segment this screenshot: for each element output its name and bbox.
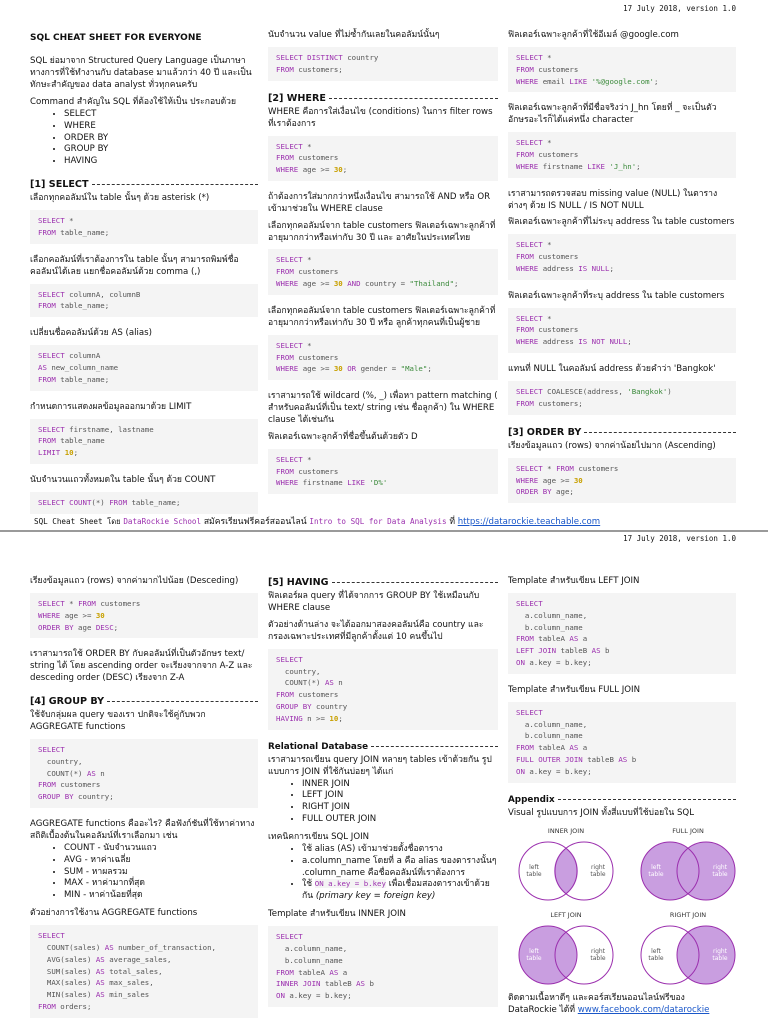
code-block: SELECT firstname, lastname FROM table_name LIMIT 10; bbox=[30, 419, 258, 465]
code-block: SELECT * FROM customers WHERE address IS NOT NULL; bbox=[508, 308, 736, 354]
code-block: SELECT COUNT(*) FROM table_name; bbox=[30, 492, 258, 514]
desc-coalesce: แทนที่ NULL ในคอลัมน์ address ด้วยคำว่า 'Bangkok' bbox=[508, 364, 716, 375]
list-item: • GROUP BY bbox=[64, 144, 258, 156]
desc-limit: กำหนดการแสดงผลข้อมูลออกมาด้วย LIMIT bbox=[30, 401, 192, 412]
code-block: SELECT * FROM customers WHERE age >= 30 ORDER BY age; bbox=[508, 458, 736, 504]
venn-row-bottom bbox=[508, 909, 736, 991]
appendix-heading: Appendix bbox=[508, 794, 736, 806]
code-block: SELECT * FROM customers WHERE age >= 30 AND country = "Thailand"; bbox=[268, 249, 498, 295]
column-2 bbox=[268, 576, 498, 1018]
desc-descending: เรียงข้อมูลแถว (rows) จากค่ามากไปน้อย (Desceding) bbox=[30, 576, 239, 586]
join-tip: • ใช้ ON a.key = b.key เพื่อเชื่อมสองตารางเข้าด้วยกัน (primary key = foreign key) bbox=[302, 879, 498, 903]
code-block: SELECT * FROM customers WHERE address IS NULL; bbox=[508, 234, 736, 280]
code-block: SELECT a.column_name, b.column_name FROM tableA AS a LEFT JOIN tableB AS b ON a.key = b.key; bbox=[508, 593, 736, 674]
appendix-desc: Visual รูปแบบการ JOIN ทั้งสี่แบบที่ใช้บ่อยใน SQL bbox=[508, 807, 694, 818]
join-types-list bbox=[268, 779, 498, 826]
page-title: SQL CHEAT SHEET FOR EVERYONE bbox=[30, 33, 202, 43]
aggregate-list bbox=[30, 843, 258, 902]
section-select-heading: [1] SELECT bbox=[30, 178, 258, 191]
desc-not-null: ฟิลเตอร์เฉพาะลูกค้าที่ระบุ address ใน table customers bbox=[508, 290, 725, 301]
venn-title-inner: INNER JOIN bbox=[547, 826, 585, 835]
desc-select-columns: เลือกคอลัมน์ที่เราต้องการใน table นั้นๆ สามารถพิมพ์ชื่อคอลัมน์ได้เลย แยกชื่อคอลัมน์ด้วย comma (,) bbox=[30, 254, 239, 277]
course-name: Intro to SQL for Data Analysis bbox=[309, 517, 447, 526]
aggregate-intro: AGGREGATE functions คืออะไร? คือฟังก์ชันที่ใช้หาค่าทางสถิติเบื้องต้นในคอลัมน์ที่เราเลือกมา เช่น bbox=[30, 819, 255, 841]
list-item: • INNER JOIN bbox=[302, 779, 498, 791]
desc-distinct: นับจำนวน value ที่ไม่ซ้ำกันเลยในคอลัมน์นั้นๆ bbox=[268, 30, 440, 40]
code-block: SELECT * FROM customers WHERE email LIKE '%@google.com'; bbox=[508, 47, 736, 93]
join-tip: • a.column_name โดยที่ a คือ alias ของตารางนั้นๆ .column_name คือชื่อคอลัมน์ที่เราต้องการ bbox=[302, 856, 498, 880]
svg-text:table: table bbox=[712, 870, 728, 878]
svg-text:table: table bbox=[648, 954, 664, 962]
where-intro: WHERE คือการใส่เงื่อนไข (conditions) ในการ filter rows ที่เราต้องการ bbox=[268, 106, 493, 129]
list-item: • LEFT JOIN bbox=[302, 790, 498, 802]
desc-like-d: ฟิลเตอร์เฉพาะลูกค้าที่ชื่อขึ้นต้นด้วยตัว D bbox=[268, 431, 418, 442]
intro-text: SQL ย่อมาจาก Structured Query Language เป็นภาษาทางการที่ใช้ทำงานกับ database มาแล้วกว่า 40 ปี และเป็นทักษะสำคัญของ data analyst ทั่วทุกคนครับ bbox=[30, 56, 252, 91]
list-item: • MAX - หาค่ามากที่สุด bbox=[64, 878, 258, 890]
code-block: SELECT * FROM table_name; bbox=[30, 210, 258, 244]
aggregate-example: ตัวอย่างการใช้งาน AGGREGATE functions bbox=[30, 908, 198, 919]
column-1 bbox=[30, 30, 258, 525]
svg-text:table: table bbox=[590, 954, 606, 962]
code-block: SELECT DISTINCT country FROM customers; bbox=[268, 47, 498, 81]
desc-wildcard: เราสามารถใช้ wildcard (%, _) เพื่อหา pattern matching ( สำหรับคอลัมน์ที่เป็น text/ string เช่น ชื่อลูกค้า) ใน WHERE clause ได้เช่นกัน bbox=[268, 391, 498, 425]
commands-intro: Command สำคัญใน SQL ที่ต้องใช้ให้เป็น ประกอบด้วย bbox=[30, 96, 237, 107]
cheat-sheet-page-2 bbox=[0, 536, 768, 1024]
date-version: 17 July 2018, version 1.0 bbox=[623, 534, 736, 543]
column-2 bbox=[268, 30, 498, 505]
course-link[interactable]: https://datarockie.teachable.com bbox=[457, 517, 601, 527]
venn-title-right: RIGHT JOIN bbox=[669, 910, 707, 919]
venn-right-label: right bbox=[590, 863, 606, 871]
desc-count: นับจำนวนแถวทั้งหมดใน table นั้นๆ ด้วย COUNT bbox=[30, 475, 216, 486]
relational-database-heading: Relational Database bbox=[268, 741, 498, 753]
svg-text:right: right bbox=[712, 947, 728, 955]
facebook-link[interactable]: www.facebook.com/datarockie bbox=[577, 1004, 710, 1015]
list-item: • SUM - หาผลรวม bbox=[64, 867, 258, 879]
desc-and-or: ถ้าต้องการใส่มากกว่าหนึ่งเงื่อนไข สามารถใช้ AND หรือ OR เข้ามาช่วยใน WHERE clause bbox=[268, 192, 491, 214]
section-having-heading: [5] HAVING bbox=[268, 576, 498, 589]
desc-or: เลือกทุกคอลัมน์จาก table customers ฟิลเตอร์เฉพาะลูกค้าที่อายุมากกว่าหรือเท่ากับ 30 ปี หรือ ลูกค้าทุกคนที่เป็นผู้ชาย bbox=[268, 306, 496, 328]
svg-text:left: left bbox=[651, 863, 661, 871]
column-3 bbox=[508, 576, 736, 1022]
svg-text:table: table bbox=[526, 954, 542, 962]
svg-text:table: table bbox=[648, 870, 664, 878]
join-tip: • ใช้ alias (AS) เข้ามาช่วยตั้งชื่อตาราง bbox=[302, 844, 498, 856]
list-item: • COUNT - นับจำนวนแถว bbox=[64, 843, 258, 855]
page-divider bbox=[0, 530, 768, 532]
left-join-template-title: Template สำหรับเขียน LEFT JOIN bbox=[508, 576, 640, 586]
list-item: • ORDER BY bbox=[64, 133, 258, 145]
code-block: SELECT COUNT(sales) AS number_of_transaction, AVG(sales) AS average_sales, SUM(sales) AS total_sales, MAX(sales) AS max_sales, MIN(sales) AS min_sales FROM orders; bbox=[30, 925, 258, 1018]
code-block: SELECT * FROM customers WHERE firstname LIKE 'J_hn'; bbox=[508, 132, 736, 178]
list-item: • FULL OUTER JOIN bbox=[302, 814, 498, 826]
commands-list bbox=[30, 109, 258, 168]
desc-and: เลือกทุกคอลัมน์จาก table customers ฟิลเตอร์เฉพาะลูกค้าที่อายุมากกว่าหรือเท่ากับ 30 ปี และ อาศัยในประเทศไทย bbox=[268, 220, 496, 243]
list-item: • SELECT bbox=[64, 109, 258, 121]
full-join-template-title: Template สำหรับเขียน FULL JOIN bbox=[508, 684, 641, 695]
desc-google: ฟิลเตอร์เฉพาะลูกค้าที่ใช้อีเมล์ @google.com bbox=[508, 30, 679, 40]
code-block: SELECT columnA, columnB FROM table_name; bbox=[30, 284, 258, 318]
list-item: • HAVING bbox=[64, 156, 258, 168]
list-item: • MIN - หาค่าน้อยที่สุด bbox=[64, 890, 258, 902]
venn-left-label: left bbox=[529, 863, 539, 871]
list-item: • RIGHT JOIN bbox=[302, 802, 498, 814]
venn-fill-inner bbox=[554, 847, 578, 894]
venn-right-label: table bbox=[590, 870, 606, 878]
code-block: SELECT a.column_name, b.column_name FROM tableA AS a INNER JOIN tableB AS b ON a.key = b.key; bbox=[268, 926, 498, 1007]
code-block: SELECT * FROM customers WHERE age >= 30 OR gender = "Male"; bbox=[268, 335, 498, 381]
svg-text:table: table bbox=[712, 954, 728, 962]
join-tips-title: เทคนิคการเขียน SQL JOIN bbox=[268, 832, 370, 843]
list-item: • WHERE bbox=[64, 121, 258, 133]
desc-jhn: ฟิลเตอร์เฉพาะลูกค้าที่มีชื่อจริงว่า J_hn โดยที่ _ จะเป็นตัวอักษรอะไรก็ได้แค่หนึ่ง character bbox=[508, 103, 717, 126]
desc-null: เราสามารถตรวจสอบ missing value (NULL) ในตารางต่างๆ ด้วย IS NULL / IS NOT NULL bbox=[508, 188, 718, 211]
code-block: SELECT country, COUNT(*) AS n FROM customers GROUP BY country; bbox=[30, 739, 258, 808]
code-block: SELECT COALESCE(address, 'Bangkok') FROM customers; bbox=[508, 381, 736, 415]
desc-order-text: เราสามารถใช้ ORDER BY กับคอลัมน์ที่เป็นตัวอักษร text/ string ได้ โดย ascending order จะเรียงจากจาก A-Z และ desceding order (DESC) เรียงจาก Z-A bbox=[30, 649, 253, 684]
group-by-intro: ใช้จับกลุ่มผล query ของเรา ปกติจะใช้คู่กับพวก AGGREGATE functions bbox=[30, 710, 206, 733]
having-intro: ฟิลเตอร์ผล query ที่ได้จากการ GROUP BY ใช้เหมือนกับ WHERE clause bbox=[268, 591, 480, 614]
venn-title-left: LEFT JOIN bbox=[550, 910, 582, 919]
code-block: SELECT * FROM customers WHERE age >= 30; bbox=[268, 136, 498, 182]
column-1 bbox=[30, 576, 258, 1029]
code-block: SELECT * FROM customers WHERE firstname LIKE 'D%' bbox=[268, 449, 498, 495]
code-block: SELECT a.column_name, b.column_name FROM tableA AS a FULL OUTER JOIN tableB AS b ON a.key = b.key; bbox=[508, 702, 736, 783]
contact-text: ติดตามเนื้อหาดีๆ และคอร์สเรียนออนไลน์ฟรีของ DataRockie ได้ที่ www.facebook.com/datarockie bbox=[508, 992, 710, 1015]
section-where-heading: [2] WHERE bbox=[268, 92, 498, 105]
column-3 bbox=[508, 30, 736, 514]
desc-select-all: เลือกทุกคอลัมน์ใน table นั้นๆ ด้วย asterisk (*) bbox=[30, 193, 210, 204]
having-example: ตัวอย่างด้านล่าง จะได้ออกมาสองคอลัมน์คือ country และกรองเฉพาะประเทศที่มีลูกค้าตั้งแต่ 10 คนขึ้นไป bbox=[268, 619, 484, 642]
svg-text:left: left bbox=[529, 947, 539, 955]
code-block: SELECT * FROM customers WHERE age >= 30 ORDER BY age DESC; bbox=[30, 593, 258, 639]
svg-text:right: right bbox=[590, 947, 606, 955]
venn-left-label: table bbox=[526, 870, 542, 878]
desc-ascending: เรียงข้อมูลแถว (rows) จากค่าน้อยไปมาก (Ascending) bbox=[508, 440, 716, 451]
list-item: • AVG - หาค่าเฉลี่ย bbox=[64, 855, 258, 867]
inner-join-template-title: Template สำหรับเขียน INNER JOIN bbox=[268, 909, 406, 920]
footer: SQL Cheat Sheet โดย DataRockie School สมัครเรียนฟรีคอร์สออนไลน์ Intro to SQL for Data Analysis ที่ https://datarockie.teachable.com bbox=[34, 517, 601, 527]
join-tips-list bbox=[268, 844, 498, 903]
code-block: SELECT country, COUNT(*) AS n FROM customers GROUP BY country HAVING n >= 10; bbox=[268, 649, 498, 730]
venn-row-top bbox=[508, 825, 736, 907]
section-group-by-heading: [4] GROUP BY bbox=[30, 695, 258, 708]
svg-text:left: left bbox=[651, 947, 661, 955]
desc-alias: เปลี่ยนชื่อคอลัมน์ด้วย AS (alias) bbox=[30, 328, 153, 339]
date-version: 17 July 2018, version 1.0 bbox=[623, 4, 736, 13]
section-order-by-heading: [3] ORDER BY bbox=[508, 426, 736, 439]
code-block: SELECT columnA AS new_column_name FROM table_name; bbox=[30, 345, 258, 391]
relational-intro: เราสามารถเขียน query JOIN หลายๆ tables เข้าด้วยกัน รูปแบบการ JOIN ที่ใช้กันบ่อยๆ ได้แก่ bbox=[268, 754, 492, 777]
school-name: DataRockie School bbox=[123, 517, 202, 526]
venn-title-full: FULL JOIN bbox=[672, 826, 704, 835]
svg-text:right: right bbox=[712, 863, 728, 871]
desc-is-null: ฟิลเตอร์เฉพาะลูกค้าที่ไม่ระบุ address ใน table customers bbox=[508, 217, 735, 228]
